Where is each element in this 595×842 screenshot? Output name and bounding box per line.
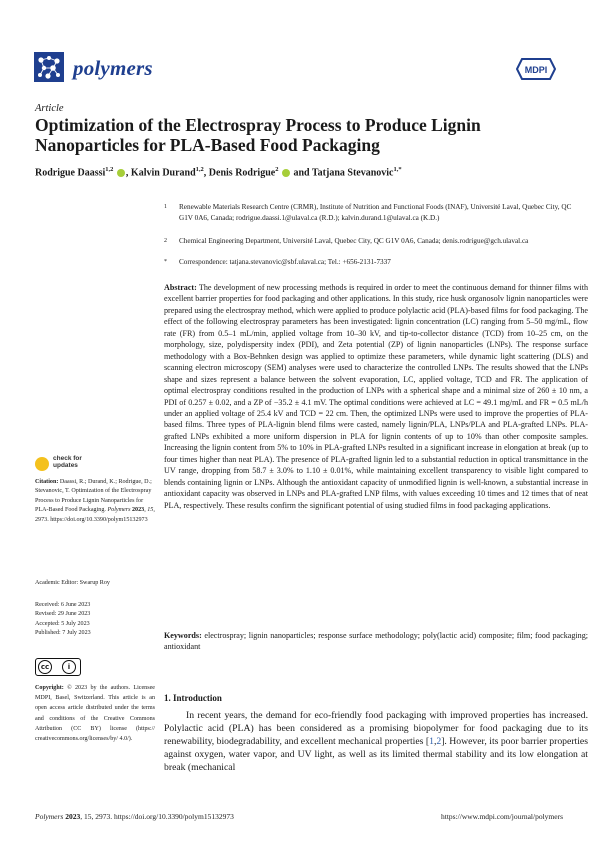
polymers-logo-icon xyxy=(34,52,64,82)
author-sup: 2 xyxy=(275,166,279,173)
reference-link[interactable]: 1 xyxy=(429,736,434,748)
footer-citation xyxy=(35,812,234,821)
academic-editor: Academic Editor: Swarup Roy xyxy=(35,580,110,586)
author-separator: , xyxy=(203,167,209,179)
author-sup: 1,* xyxy=(393,166,402,173)
copyright-label: Copyright: xyxy=(35,685,64,691)
dates-block xyxy=(35,601,155,639)
author-name[interactable]: Denis Rodrigue xyxy=(208,167,276,179)
intro-text-cont: ]. However, its poor barrier properties against oxygen, water vapor, and UV light, as well as its limited thermal stability and its low elongation at break (mechanical xyxy=(164,736,588,774)
author-separator: , xyxy=(125,167,131,179)
footer-journal: Polymers xyxy=(35,812,64,821)
citation-block: Citation: Daassi, R.; Durand, K.; Rodrigue, D.; Stevanovic, T. Optimization of the Electrospray Process to Produce Lignin Nanoparticles for PLA-Based Food Packaging. Polymers 2023, 15, 2973. https://doi.org/10.3390/polym15132973 xyxy=(35,479,155,523)
citation-text: Daassi, R.; Durand, K.; Rodrigue, D.; Stevanovic, T. Optimization of the Electrospray Process to Produce Lignin Nanoparticles for PLA-Based Food Packaging. xyxy=(35,479,152,514)
citation-year: 2023 xyxy=(132,507,145,514)
author-separator: and xyxy=(290,167,312,179)
author-sup: 1,2 xyxy=(105,166,114,173)
footer-year: 2023 xyxy=(65,812,81,821)
intro-text: In recent years, the demand for eco-friendly food packaging with improved properties has increased. Polylactic acid (PLA) has been considered as a promising biopolymer for food packaging due to its renewability, biodegradability, and excellent mechanical properties [ xyxy=(164,710,588,748)
citation-volume: 15 xyxy=(147,507,154,514)
affiliation xyxy=(164,236,584,247)
citation-journal: Polymers xyxy=(107,507,131,514)
author-name[interactable]: Kalvin Durand xyxy=(130,167,196,179)
check-for-updates-badge[interactable] xyxy=(35,455,95,475)
citation-pages: 2973. xyxy=(35,516,49,523)
ref-separator: , xyxy=(433,736,437,748)
check-updates-line1: check for xyxy=(53,455,82,462)
footer-ref[interactable]: , 15, 2973. https://doi.org/10.3390/polym15132973 xyxy=(80,812,234,821)
affiliation xyxy=(164,202,584,223)
reference-link[interactable]: 2 xyxy=(436,736,442,748)
affiliation-text: Correspondence: tatjana.stevanovic@sbf.ulaval.ca; Tel.: +656-2131-7337 xyxy=(179,258,391,266)
citation-label: Citation: xyxy=(35,479,59,485)
article-type: Article xyxy=(35,103,64,114)
check-updates-line2: updates xyxy=(53,462,78,469)
author-name[interactable]: Rodrigue Daassi xyxy=(35,167,106,179)
footer-journal-url[interactable]: https://www.mdpi.com/journal/polymers xyxy=(440,812,563,821)
abstract xyxy=(164,282,588,511)
date-published: Published: 7 July 2023 xyxy=(35,630,91,637)
check-for-updates-icon xyxy=(35,457,49,471)
abstract-text: The development of new processing methods is required in order to meet the continuous demand for thinner films with excellent barrier properties for food packaging and other applications. In this study, rice husk organosolv lignin nanoparticles were prepared using the electrospray method, which were applied to produce polylactic acid (PLA)-based films for food packaging. The effect of the following electrospray parameters has been investigated: lignin concentration (LC) ranging from 5–50 mg/mL, flow rate (FR) from 0.5–1 mL/min, applied voltage from 10–30 kV, and tip-to-collector distance (TCD) from 10–25 cm, on the morphology, size, polydispersity index (PDI), and Zeta potential (ZP) of lignin nanoparticles (LNPs). The response surface methodology with a Box-Behnken design was applied to optimize these parameters, while dynamic light scattering (DLS) and scanning electron microscopy (SEM) analyses were used to characterize the controlled LNPs. The results showed that the LNPs shape and sizes represent a balance between the solvent evaporation, LC, applied voltage, TCD and FR. The application of optimal electrospray conditions resulted in the production of LNPs with a spherical shape and a minimal size of 260 ± 10 nm, a PDI of 0.257 ± 0.02, and a ZP of −35.2 ± 4.1 mV. The optimal conditions were achieved at LC = 49.1 mg/mL and FR = 0.5 mL/h under an applied voltage of 25.4 kV and TCD = 22 cm. Then, the optimized LNPs were used to improve the properties of PLA-based films. Three types of PLA-lignin blend films were casted, namely lignin/PLA, LNPs/PLA and PLA-grafted LNPs. PLA-grafted LNPs exhibited a more uniform dispersion in PLA for lignin contents of up to 10% than other composite samples. Increasing the lignin content from 5% to 10% in PLA-grafted LNPs resulted in a significant increase in elongation at break (up to four times higher than neat PLA). The presence of PLA-grafted lignin led to a substantial reduction in optical transmittance in the UV range, dropping from 58.7 ± 3.0% to 1.10 ± 0.01%, while maintaining excellent transparency to visible light compared to blends containing lignin or LNPs. Although the antioxidant capacity of unmodified lignin is well-known, a substantial increase in antioxidant capacity was observed in LNPs and PLA-grafted LNP films, with values exceeding 10 times and 12 times that of neat PLA, respectively. These results confirm the significant potential of using studied films in food packaging applications. xyxy=(164,283,588,510)
cc-by-license-icon[interactable] xyxy=(35,658,81,676)
author-name[interactable]: Tatjana Stevanovic xyxy=(311,167,394,179)
copyright-block xyxy=(35,683,155,744)
abstract-label: Abstract: xyxy=(164,283,197,292)
keywords-text: electrospray; lignin nanoparticles; response surface methodology; poly(lactic acid) composite; film; food packaging; antioxidant xyxy=(164,631,588,652)
article-title: Optimization of the Electrospray Process to Produce Lignin Nanoparticles for PLA-Based Food Packaging xyxy=(35,115,481,155)
journal-name: polymers xyxy=(73,56,153,80)
affiliation-text: Renewable Materials Research Centre (CRMR), Institute of Nutrition and Functional Foods (INAF), Université Laval, Quebec City, QC G1V 0A6, Canada; rodrigue.daassi.1@ulaval.ca (R.D.); kalvin.durand.1@ulaval.ca (K.D.) xyxy=(179,203,572,222)
orcid-icon[interactable] xyxy=(117,169,125,177)
by-icon: i xyxy=(62,660,76,674)
author-list xyxy=(35,166,560,178)
citation-doi-link[interactable]: https://doi.org/10.3390/polym15132973 xyxy=(50,516,148,523)
author-sup: 1,2 xyxy=(195,166,204,173)
keywords-label: Keywords: xyxy=(164,631,202,640)
section-heading: 1. Introduction xyxy=(164,693,222,703)
affiliation-number: * xyxy=(164,259,167,265)
publisher-name: MDPI xyxy=(524,65,548,75)
orcid-icon[interactable] xyxy=(282,169,290,177)
affiliation-number: 2 xyxy=(164,238,167,244)
introduction-paragraph xyxy=(164,709,588,774)
date-received: Received: 6 June 2023 xyxy=(35,602,91,608)
mdpi-logo-icon xyxy=(516,58,556,80)
copyright-text: © 2023 by the authors. Licensee MDPI, Basel, Switzerland. This article is an open access article distributed under the terms and conditions of the Creative Commons Attribution (CC BY) license (https:// creativecommons.org/licenses/by/ 4.0/). xyxy=(35,685,155,743)
cc-icon: cc xyxy=(38,660,52,674)
date-revised: Revised: 29 June 2023 xyxy=(35,611,91,618)
date-accepted: Accepted: 5 July 2023 xyxy=(35,620,90,627)
affiliation xyxy=(164,257,584,268)
affiliation-text: Chemical Engineering Department, Université Laval, Quebec City, QC G1V 0A6, Canada; denis.rodrigue@gch.ulaval.ca xyxy=(179,237,529,245)
keywords xyxy=(164,630,588,653)
affiliation-number: 1 xyxy=(164,204,167,210)
